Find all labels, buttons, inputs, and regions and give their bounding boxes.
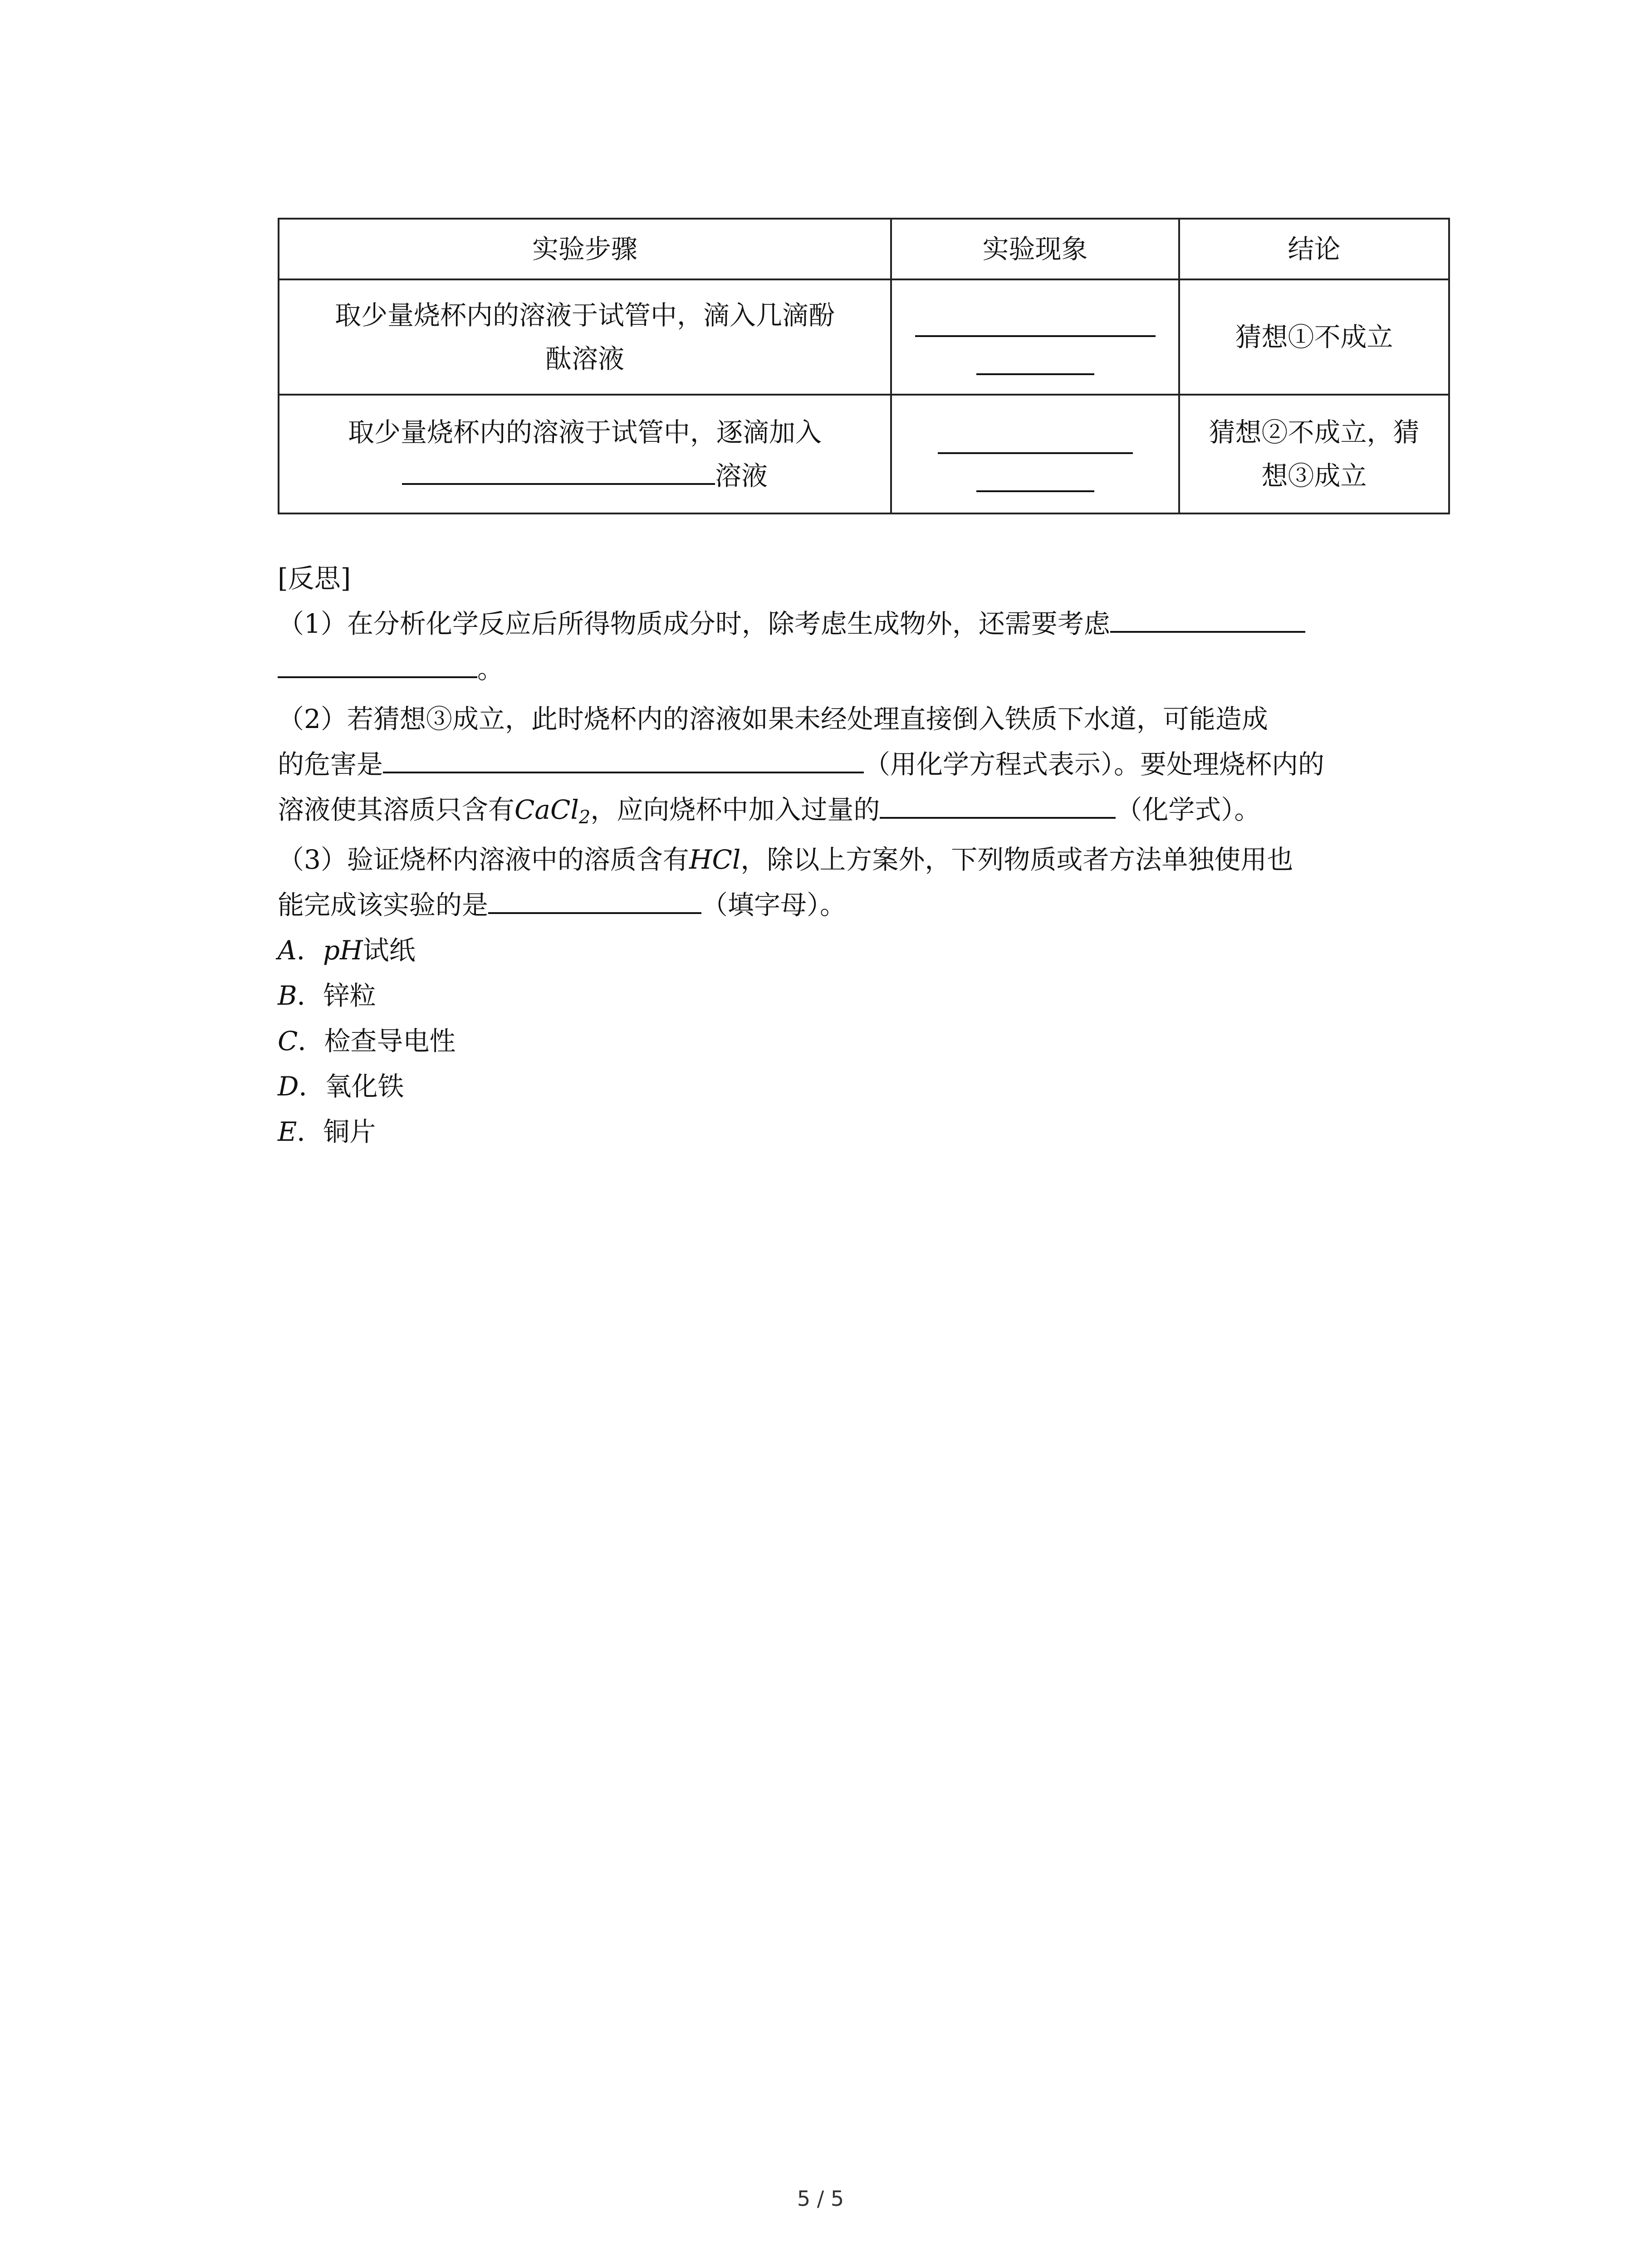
option-text: 检查导电性	[324, 1026, 456, 1056]
answer-blank[interactable]	[402, 456, 715, 485]
row2-step-suffix: 溶液	[715, 460, 768, 491]
question-2-text: 的危害是	[278, 749, 383, 780]
row2-step-line1: 取少量烧杯内的溶液于试管中，逐滴加入	[348, 417, 822, 448]
question-2-text: （用化学方程式表示）。要处理烧杯内的	[864, 749, 1325, 780]
header-phenomenon: 实验现象	[891, 219, 1179, 279]
header-conclusion: 结论	[1179, 219, 1449, 279]
question-3-line2	[278, 882, 846, 928]
answer-blank[interactable]	[976, 454, 1094, 492]
question-3-text: （3）验证烧杯内溶液中的溶质含有	[278, 844, 689, 875]
row1-step-line1: 取少量烧杯内的溶液于试管中，滴入几滴酚	[334, 300, 835, 331]
table-row	[279, 395, 1449, 513]
option-letter: E	[278, 1116, 297, 1147]
row2-step-line2	[298, 454, 872, 498]
question-2-line3	[278, 787, 1260, 832]
option-text: 氧化铁	[325, 1071, 404, 1102]
question-2-text: （化学式）。	[1116, 794, 1261, 825]
question-1-text: （1）在分析化学反应后所得物质成分时，除考虑生成物外，还需要考虑	[278, 608, 1110, 639]
question-3-line1	[278, 837, 1293, 882]
option-formula: pH	[323, 935, 363, 966]
question-1-end: 。	[477, 654, 504, 684]
answer-blank[interactable]	[383, 744, 864, 773]
answer-blank[interactable]	[880, 790, 1116, 819]
table-row	[279, 279, 1449, 395]
answer-blank[interactable]	[1110, 604, 1305, 633]
answer-blank[interactable]	[938, 416, 1133, 454]
row1-step-line2: 酞溶液	[545, 343, 624, 374]
option-separator: ．	[297, 1116, 323, 1147]
row2-conclusion-line2: 想③成立	[1261, 460, 1367, 491]
question-2-line1: （2）若猜想③成立，此时烧杯内的溶液如果未经处理直接倒入铁质下水道，可能造成	[278, 704, 1268, 734]
row2-step	[279, 395, 891, 513]
formula-cacl2	[514, 794, 591, 828]
option-letter: D	[278, 1071, 299, 1102]
option-separator: ．	[297, 980, 323, 1011]
option-text: 试纸	[362, 935, 416, 966]
page-number: 5 / 5	[797, 2186, 844, 2211]
experiment-table	[278, 218, 1450, 514]
row2-conclusion	[1179, 395, 1449, 513]
formula-hcl: HCl	[689, 844, 741, 875]
option-text: 铜片	[323, 1116, 376, 1147]
reflection-title: [反思]	[278, 563, 351, 594]
answer-blank[interactable]	[488, 885, 701, 914]
answer-blank[interactable]	[278, 649, 477, 678]
option-c[interactable]	[278, 1018, 456, 1064]
question-3-text: ，除以上方案外，下列物质或者方法单独使用也	[740, 844, 1293, 875]
table-header-row	[279, 219, 1449, 279]
row1-phenomenon-blank[interactable]	[891, 279, 1179, 395]
formula-text: CaCl	[514, 794, 579, 825]
option-letter: A	[278, 935, 297, 966]
question-1-line1	[278, 601, 1305, 646]
option-b[interactable]	[278, 973, 376, 1018]
row1-step	[279, 279, 891, 395]
row2-conclusion-line1: 猜想②不成立，猜	[1209, 417, 1420, 448]
option-letter: B	[278, 980, 297, 1011]
question-3-text: 能完成该实验的是	[278, 890, 489, 920]
question-1-line2	[278, 646, 504, 692]
option-d[interactable]	[278, 1064, 404, 1109]
formula-subscript: 2	[578, 807, 591, 828]
option-text: 锌粒	[323, 980, 376, 1011]
question-2-text: ，应向烧杯中加入过量的	[590, 794, 880, 825]
answer-blank[interactable]	[915, 299, 1156, 337]
row1-conclusion: 猜想①不成立	[1179, 279, 1449, 395]
answer-blank[interactable]	[976, 337, 1094, 375]
option-e[interactable]	[278, 1109, 376, 1154]
header-steps: 实验步骤	[279, 219, 891, 279]
option-letter: C	[278, 1026, 298, 1056]
row2-phenomenon-blank[interactable]	[891, 395, 1179, 513]
question-2-text: 溶液使其溶质只含有	[278, 794, 515, 825]
option-a[interactable]	[278, 928, 416, 973]
option-separator: ．	[298, 1026, 324, 1056]
question-3-text: （填字母）。	[701, 890, 847, 920]
option-separator: ．	[296, 935, 323, 966]
question-2-line2	[278, 742, 1324, 787]
option-separator: ．	[299, 1071, 325, 1102]
